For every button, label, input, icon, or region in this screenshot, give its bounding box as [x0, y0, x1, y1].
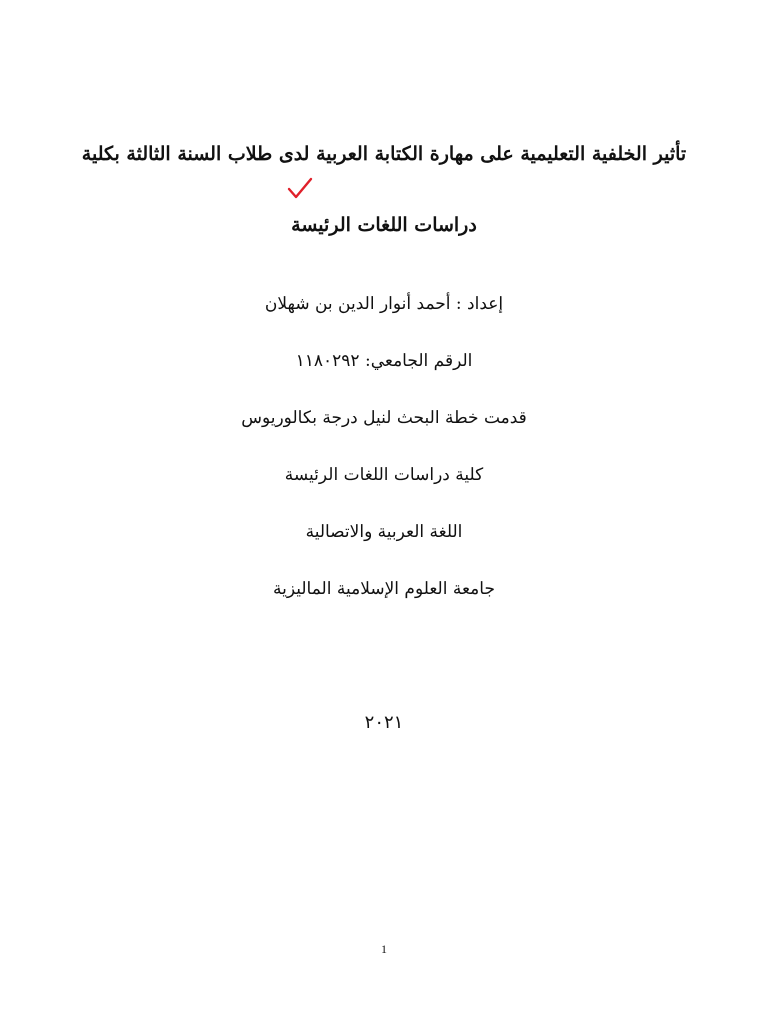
checkmark-icon [287, 177, 313, 201]
prepared-by: إعداد : أحمد أنوار الدين بن شهلان [264, 294, 504, 314]
university-name: جامعة العلوم الإسلامية الماليزية [273, 579, 495, 599]
page-number: 1 [381, 942, 387, 956]
document-subtitle: دراسات اللغات الرئيسة [291, 214, 477, 236]
faculty-name: كلية دراسات اللغات الرئيسة [284, 465, 484, 485]
document-year: ٢٠٢١ [364, 712, 404, 733]
submission-statement: قدمت خطة البحث لنيل درجة بكالوريوس [241, 408, 527, 428]
document-title: تأثير الخلفية التعليمية على مهارة الكتابة العربية لدى طلاب السنة الثالثة بكلية [81, 143, 687, 165]
student-id: الرقم الجامعي: ١١٨٠٢٩٢ [295, 351, 473, 371]
program-name: اللغة العربية والاتصالية [305, 522, 463, 542]
